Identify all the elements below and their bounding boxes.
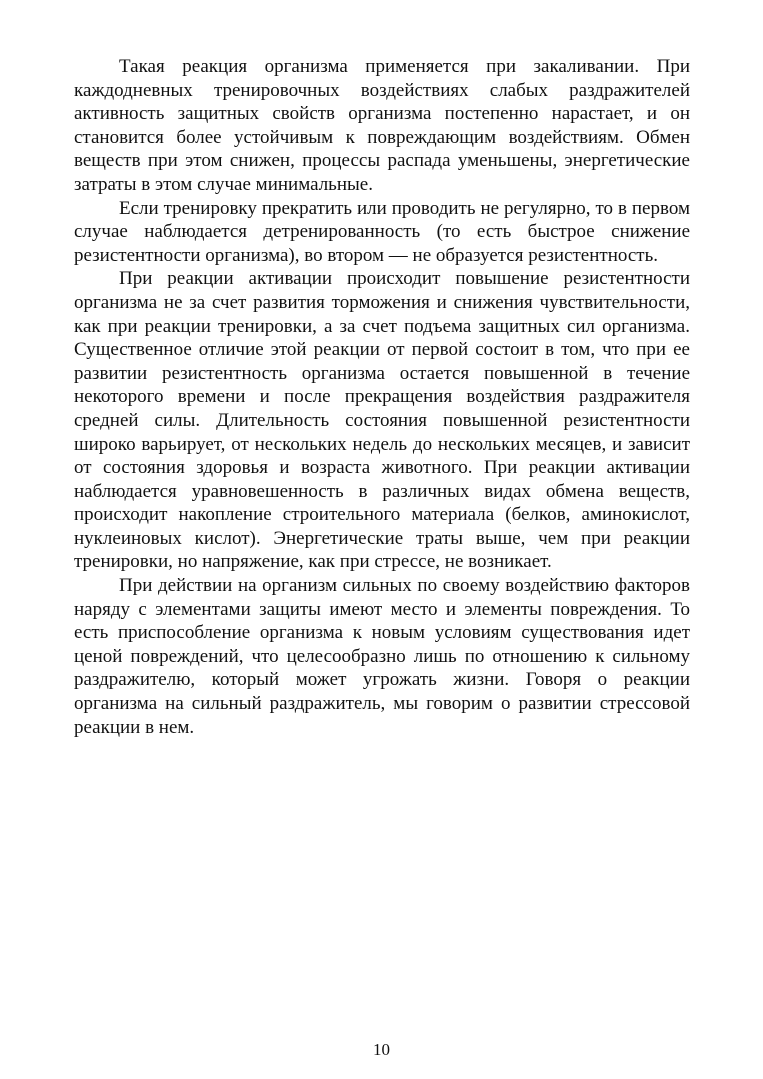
paragraph-stress-reaction: При действии на организм сильных по своему воздействию факторов наряду с элементами защиты имеют место и элементы повреждения. То есть приспособление организма к новым условиям существования идет ценой повреждений, что целесообразно лишь по отношению к сильному раздражителю, который может угрожать жизни. Говоря о реакции организма на сильный раздражитель, мы говорим о развитии стрессовой реакции в нем. [74, 575, 690, 738]
page-number: 10 [373, 1040, 390, 1059]
paragraph-hardening: Такая реакция организма применяется при закаливании. При каждодневных тренировочных воздействиях слабых раздражителей активность защитных свойств организма постепенно нарастает, и он становится более устойчивым к повреждающим воздействиям. Обмен веществ при этом снижен, процессы распада уменьшены, энергетические затраты в этом случае минимальные. [74, 56, 690, 195]
paragraph-detraining: Если тренировку прекратить или проводить не регулярно, то в первом случае наблюдается детренированность (то есть быстрое снижение резистентности организма), во втором — не образуется резистентность. [74, 197, 690, 266]
paragraph-activation-reaction: При реакции активации происходит повышение резистентности организма не за счет развития торможения и снижения чувствительности, как при реакции тренировки, а за счет подъема защитных сил организма. Существенное отличие этой реакции от первой состоит в том, что при ее развитии резистентность организма остается повышенной в течение некоторого времени и после прекращения воздействия раздражителя средней силы. Длительность состояния повышенной резистентности широко варьирует, от нескольких недель до нескольких месяцев, и зависит от состояния здоровья и возраста животного. При реакции активации наблюдается уравновешенность в различных видах обмена веществ, происходит накопление строительного материала (белков, аминокислот, нуклеиновых кислот). Энергетические траты выше, чем при реакции тренировки, но напряжение, как при стрессе, не возникает. [74, 268, 690, 573]
page-body [74, 55, 690, 739]
